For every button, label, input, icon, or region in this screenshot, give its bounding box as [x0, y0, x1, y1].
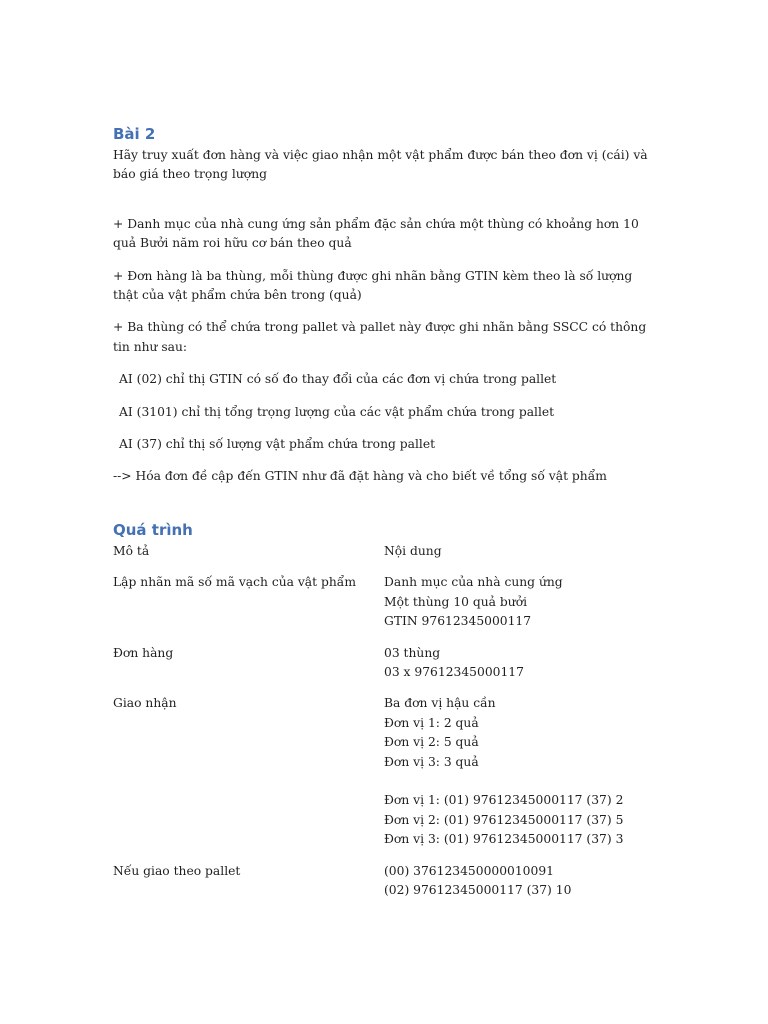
content-line: (02) 97612345000117 (37) 10 — [384, 882, 572, 897]
process-heading: Quá trình — [113, 520, 193, 539]
content-line: Đơn vị 1: (01) 97612345000117 (37) 2 — [384, 793, 624, 808]
ai-line: AI (02) chỉ thị GTIN có số đo thay đổi của các đơn vị chứa trong pallet — [119, 372, 557, 387]
table-row — [113, 682, 658, 849]
column-header-description: Mô tả — [113, 543, 150, 558]
content-line: Danh mục của nhà cung ứng — [384, 575, 563, 590]
row-description: Lập nhãn mã số mã vạch của vật phẩm — [113, 575, 356, 590]
conclusion-paragraph: --> Hóa đơn đề cập đến GTIN như đã đặt hàng và cho biết về tổng số vật phẩm — [113, 469, 607, 484]
row-description: Giao nhận — [113, 696, 177, 711]
content-line: 03 thùng — [384, 645, 441, 660]
content-line: Một thùng 10 quả bưởi — [384, 594, 528, 609]
ai-line: AI (37) chỉ thị số lượng vật phẩm chứa trong pallet — [119, 437, 436, 452]
content-line: Đơn vị 2: (01) 97612345000117 (37) 5 — [384, 812, 624, 827]
row-content — [384, 850, 658, 901]
row-content — [384, 561, 658, 631]
process-table — [113, 542, 658, 900]
row-description: Đơn hàng — [113, 645, 174, 660]
point-paragraph: + Danh mục của nhà cung ứng sản phẩm đặc sản chứa một thùng có khoảng hơn 10 quả Bưởi năm roi hữu cơ bán theo quả — [113, 216, 639, 251]
row-description: Nếu giao theo pallet — [113, 863, 241, 878]
content-spacer — [384, 772, 658, 791]
table-row — [113, 561, 658, 631]
ai-line: AI (3101) chỉ thị tổng trọng lượng của các vật phẩm chứa trong pallet — [119, 404, 555, 419]
content-line: Ba đơn vị hậu cần — [384, 696, 496, 711]
content-line: (00) 376123450000010091 — [384, 863, 554, 878]
table-header-row — [113, 542, 658, 561]
table-row — [113, 632, 658, 683]
row-content — [384, 682, 658, 849]
table-row — [113, 850, 658, 901]
point-paragraph: + Đơn hàng là ba thùng, mỗi thùng được ghi nhãn bằng GTIN kèm theo là số lượng thật của vật phẩm chứa bên trong (quả) — [113, 268, 633, 303]
exercise-title: Bài 2 — [113, 125, 156, 143]
content-line: GTIN 97612345000117 — [384, 614, 532, 629]
point-paragraph: + Ba thùng có thể chứa trong pallet và pallet này được ghi nhãn bằng SSCC có thông tin như sau: — [113, 320, 647, 354]
column-header-content: Nội dung — [384, 543, 442, 558]
content-line: Đơn vị 3: (01) 97612345000117 (37) 3 — [384, 832, 624, 847]
document-page — [113, 124, 658, 900]
content-line: Đơn vị 2: 5 quả — [384, 735, 479, 750]
content-line: Đơn vị 1: 2 quả — [384, 715, 479, 730]
content-line: 03 x 97612345000117 — [384, 664, 524, 679]
intro-paragraph: Hãy truy xuất đơn hàng và việc giao nhận một vật phẩm được bán theo đơn vị (cái) và báo giá theo trọng lượng — [113, 148, 648, 182]
row-content — [384, 632, 658, 683]
content-line: Đơn vị 3: 3 quả — [384, 754, 479, 769]
